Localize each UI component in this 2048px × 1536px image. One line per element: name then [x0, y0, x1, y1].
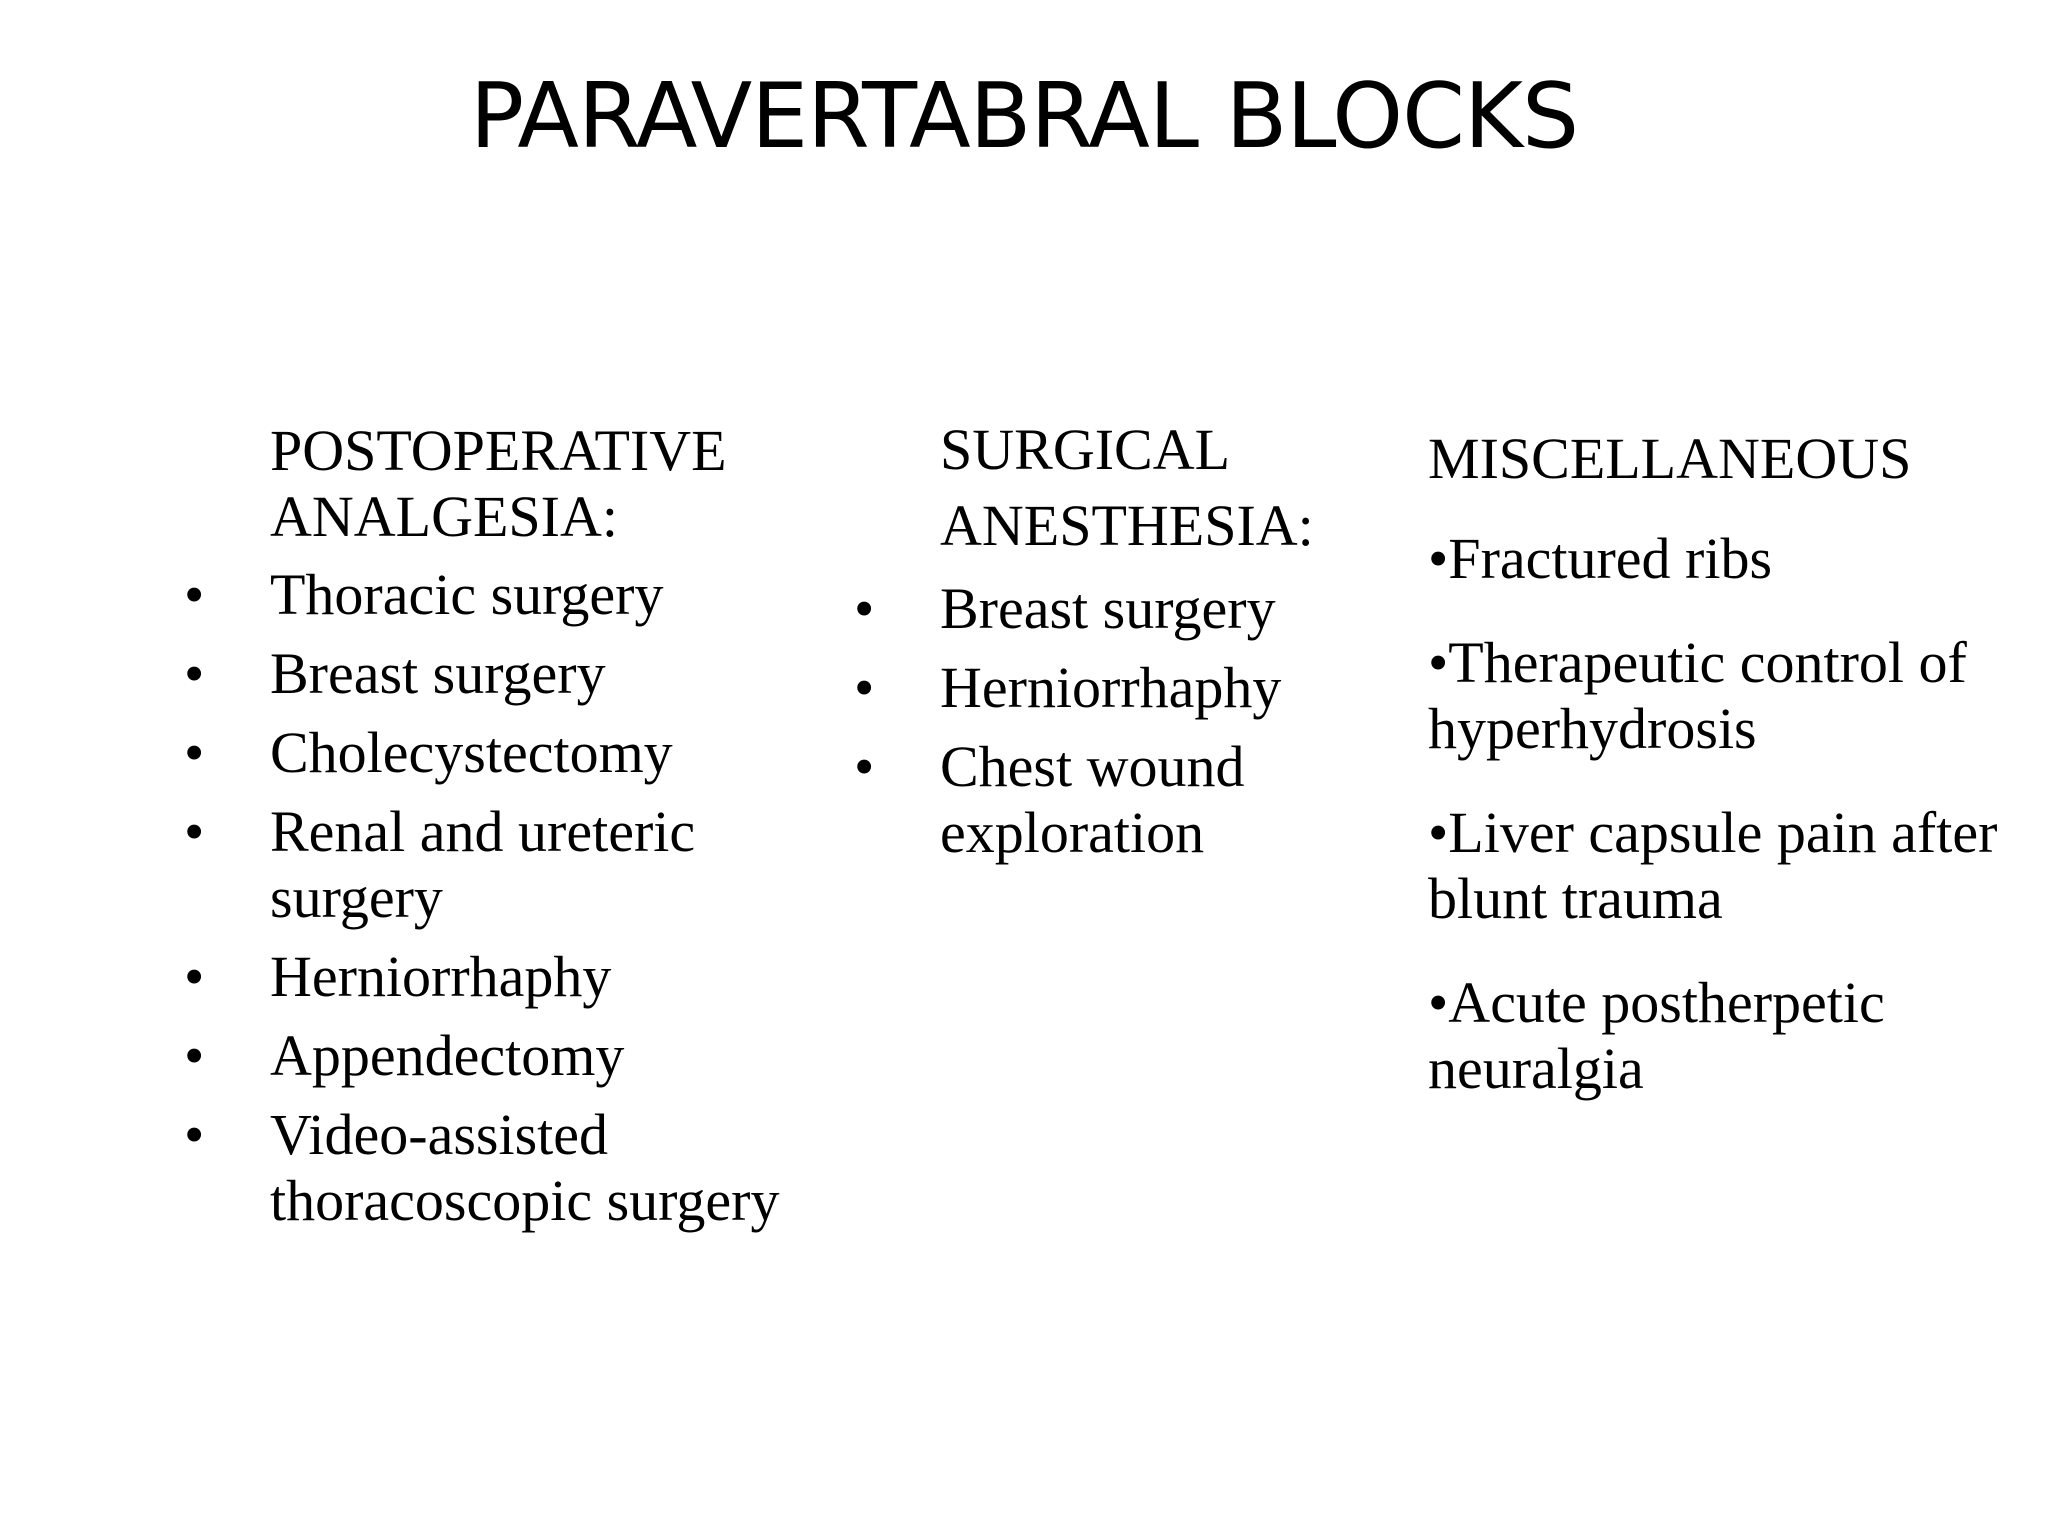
list-item-text: Herniorrhaphy	[940, 655, 1282, 720]
list-item-text: Chest wound exploration	[940, 734, 1245, 865]
column-heading: MISCELLANEOUS	[1428, 426, 1912, 491]
list-item	[184, 799, 830, 931]
postoperative-analgesia-column	[184, 418, 830, 1247]
list-item-text: Thoracic surgery	[270, 562, 664, 627]
bullet-icon: •	[184, 720, 205, 785]
column-heading: SURGICAL ANESTHESIA:	[940, 417, 1314, 558]
list-item	[184, 720, 830, 786]
bullet-icon: •	[854, 655, 875, 720]
miscellaneous-column	[1428, 426, 2028, 1140]
list-item-text: Video-assisted thoracoscopic surgery	[270, 1102, 780, 1233]
bullet-icon: •	[184, 1102, 205, 1167]
list-item-text: Breast surgery	[940, 576, 1276, 641]
list-item: •Liver capsule pain after blunt trauma	[1428, 800, 1998, 931]
list-item	[184, 944, 830, 1010]
list-item	[184, 562, 830, 628]
surgical-anesthesia-column	[854, 412, 1360, 879]
list-item-text: Breast surgery	[270, 641, 606, 706]
list-item	[184, 1023, 830, 1089]
bullet-icon: •	[184, 944, 205, 1009]
list-item	[854, 734, 1360, 866]
slide-title: PARAVERTABRAL BLOCKS	[469, 64, 1579, 169]
bullet-icon: •	[184, 562, 205, 627]
list-item: •Acute postherpetic neuralgia	[1428, 970, 1885, 1101]
list-item	[854, 576, 1360, 642]
list-item	[184, 1102, 830, 1234]
list-item-text: Cholecystectomy	[270, 720, 673, 785]
bullet-icon: •	[184, 799, 205, 864]
list-item	[854, 655, 1360, 721]
list-item	[184, 641, 830, 707]
list-item-text: Herniorrhaphy	[270, 944, 612, 1009]
column-heading: POSTOPERATIVE ANALGESIA:	[270, 418, 727, 549]
bullet-icon: •	[184, 1023, 205, 1088]
list-item-text: Renal and ureteric surgery	[270, 799, 696, 930]
list-item-text: Appendectomy	[270, 1023, 625, 1088]
bullet-icon: •	[854, 734, 875, 799]
bullet-icon: •	[854, 576, 875, 641]
list-item: •Therapeutic control of hyperhydrosis	[1428, 630, 1967, 761]
list-item: •Fractured ribs	[1428, 526, 1773, 591]
bullet-list	[854, 576, 1360, 866]
bullet-list	[184, 562, 830, 1234]
bullet-icon: •	[184, 641, 205, 706]
